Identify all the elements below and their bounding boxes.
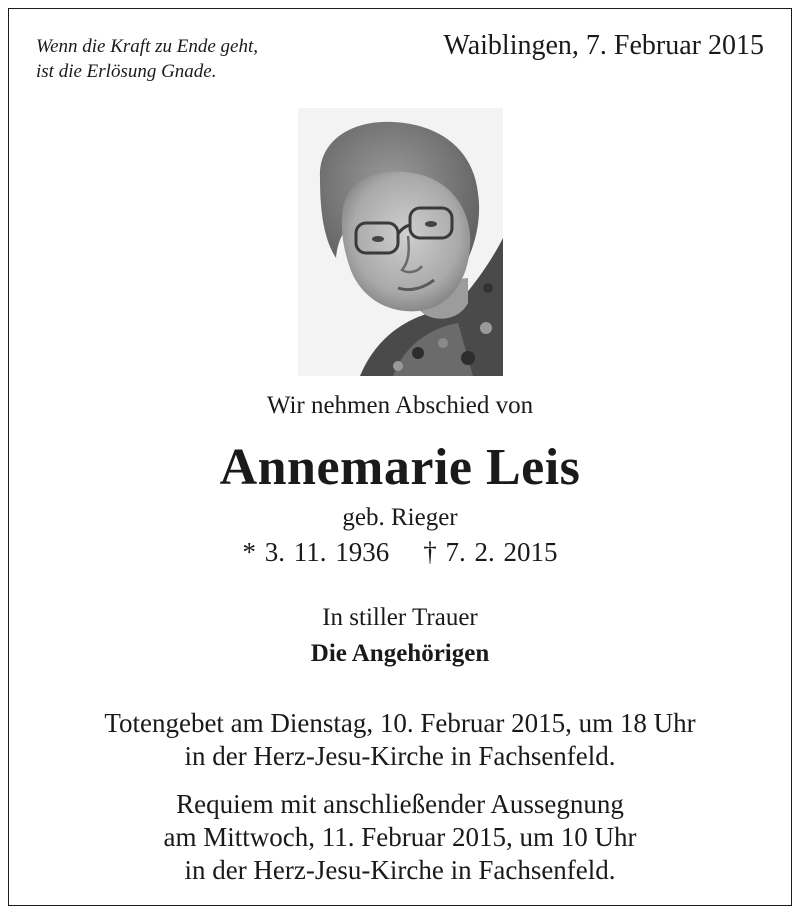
life-dates xyxy=(0,537,800,568)
requiem-line: Requiem mit anschließender Aussegnung xyxy=(176,789,624,819)
deceased-name: Annemarie Leis xyxy=(219,439,581,496)
birth-date: * 3. 11. 1936 xyxy=(242,537,390,567)
maiden-name: geb. Rieger xyxy=(342,504,458,531)
requiem-line: am Mittwoch, 11. Februar 2015, um 10 Uhr xyxy=(163,822,637,852)
relatives-signature: Die Angehörigen xyxy=(310,640,490,667)
service-line: Totengebet am Dienstag, 10. Februar 2015, um 18 Uhr xyxy=(104,708,696,738)
place-and-date: Waiblingen, 7. Februar 2015 xyxy=(443,30,764,61)
requiem-line: in der Herz-Jesu-Kirche in Fachsenfeld. xyxy=(184,855,616,885)
farewell-intro: Wir nehmen Abschied von xyxy=(266,392,534,419)
prayer-service-info xyxy=(0,707,800,773)
quote-line: Wenn die Kraft zu Ende geht, xyxy=(36,36,258,57)
epigraph-quote xyxy=(36,34,258,84)
death-date: † 7. 2. 2015 xyxy=(423,537,558,567)
requiem-info xyxy=(0,788,800,887)
service-line: in der Herz-Jesu-Kirche in Fachsenfeld. xyxy=(184,741,616,771)
mourning-line: In stiller Trauer xyxy=(322,604,478,631)
quote-line: ist die Erlösung Gnade. xyxy=(36,61,217,82)
portrait-photo xyxy=(298,108,503,376)
